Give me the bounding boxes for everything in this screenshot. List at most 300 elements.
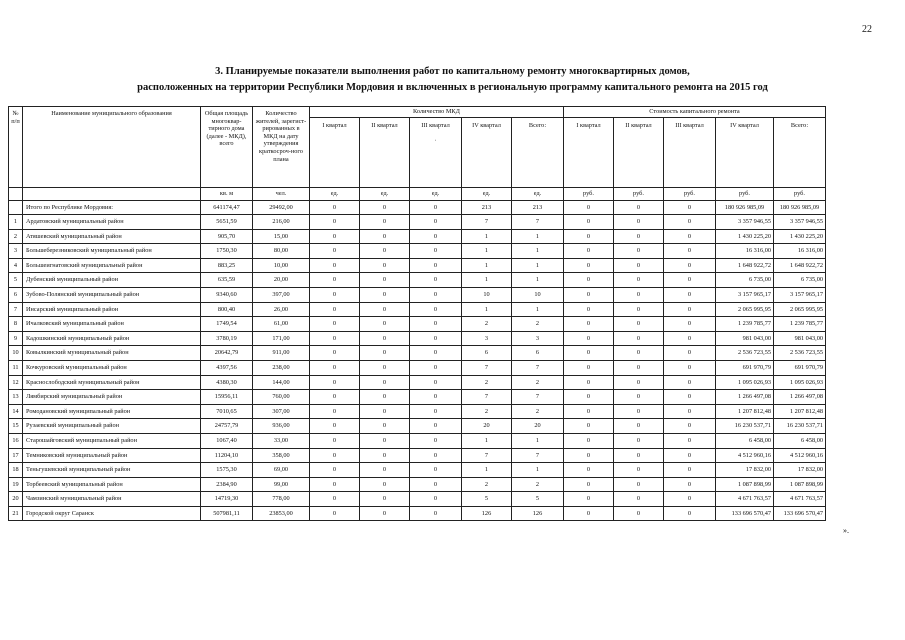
row-area: 11204,10 bbox=[201, 448, 253, 463]
row-cost-q3: 0 bbox=[664, 477, 716, 492]
row-mkd-q2: 0 bbox=[360, 302, 410, 317]
row-cost-total: 1 207 812,48 bbox=[774, 404, 826, 419]
header-cost-total: Всего: bbox=[774, 118, 826, 188]
row-name: Теньгушевский муниципальный район bbox=[23, 463, 201, 478]
row-cost-total: 133 696 570,47 bbox=[774, 506, 826, 521]
row-mkd-total: 1 bbox=[512, 302, 564, 317]
end-mark: ». bbox=[843, 526, 849, 535]
row-mkd-total: 1 bbox=[512, 244, 564, 259]
row-cost-q3: 0 bbox=[664, 390, 716, 405]
row-residents: 10,00 bbox=[253, 258, 310, 273]
row-mkd-q3: 0 bbox=[410, 244, 462, 259]
row-mkd-total: 7 bbox=[512, 390, 564, 405]
row-cost-q1: 0 bbox=[564, 215, 614, 230]
total-label: Итого по Республике Мордовия: bbox=[23, 201, 201, 215]
row-name: Кочкуровский муниципальный район bbox=[23, 360, 201, 375]
row-cost-total: 981 043,00 bbox=[774, 331, 826, 346]
row-num: 14 bbox=[9, 404, 23, 419]
total-cost-total: 180 926 985,09 bbox=[774, 201, 826, 215]
row-cost-q1: 0 bbox=[564, 448, 614, 463]
header-num: № п/п bbox=[9, 107, 23, 188]
row-cost-q3: 0 bbox=[664, 258, 716, 273]
row-mkd-q2: 0 bbox=[360, 273, 410, 288]
unit-residents: чел. bbox=[253, 188, 310, 201]
row-area: 3780,19 bbox=[201, 331, 253, 346]
row-mkd-q2: 0 bbox=[360, 448, 410, 463]
row-residents: 99,00 bbox=[253, 477, 310, 492]
row-name: Ромодановский муниципальный район bbox=[23, 404, 201, 419]
row-residents: 358,00 bbox=[253, 448, 310, 463]
row-cost-total: 1 266 497,08 bbox=[774, 390, 826, 405]
table-row bbox=[9, 448, 826, 463]
row-name: Чамзинский муниципальный район bbox=[23, 492, 201, 507]
row-residents: 307,00 bbox=[253, 404, 310, 419]
row-mkd-q2: 0 bbox=[360, 346, 410, 361]
row-cost-q3: 0 bbox=[664, 317, 716, 332]
row-cost-q1: 0 bbox=[564, 375, 614, 390]
row-mkd-q4: 2 bbox=[462, 317, 512, 332]
row-residents: 61,00 bbox=[253, 317, 310, 332]
row-mkd-q1: 0 bbox=[310, 215, 360, 230]
row-cost-q1: 0 bbox=[564, 477, 614, 492]
row-mkd-q1: 0 bbox=[310, 287, 360, 302]
header-cost-group: Стоимость капитального ремонта bbox=[564, 107, 826, 118]
total-cost-q4: 180 926 985,09 bbox=[716, 201, 774, 215]
row-num: 19 bbox=[9, 477, 23, 492]
total-mkd-q1: 0 bbox=[310, 201, 360, 215]
row-mkd-q3: 0 bbox=[410, 215, 462, 230]
row-cost-q4: 16 230 537,71 bbox=[716, 419, 774, 434]
row-cost-q1: 0 bbox=[564, 346, 614, 361]
row-mkd-q4: 10 bbox=[462, 287, 512, 302]
row-cost-q3: 0 bbox=[664, 302, 716, 317]
title-line-1: 3. Планируемые показатели выполнения работ по капитальному ремонту многоквартирных домов, bbox=[215, 66, 690, 77]
table-row bbox=[9, 229, 826, 244]
row-name: Ковылкинский муниципальный район bbox=[23, 346, 201, 361]
page-number: 22 bbox=[862, 24, 872, 35]
header-area: Общая площадь многоквар-тирного дома (далее - МКД), всего bbox=[201, 107, 253, 188]
row-mkd-total: 1 bbox=[512, 258, 564, 273]
row-mkd-q3: 0 bbox=[410, 317, 462, 332]
row-mkd-q3: 0 bbox=[410, 419, 462, 434]
row-num: 17 bbox=[9, 448, 23, 463]
row-mkd-total: 20 bbox=[512, 419, 564, 434]
row-cost-q1: 0 bbox=[564, 506, 614, 521]
row-cost-q2: 0 bbox=[614, 287, 664, 302]
row-cost-q2: 0 bbox=[614, 448, 664, 463]
row-mkd-q2: 0 bbox=[360, 317, 410, 332]
row-cost-q3: 0 bbox=[664, 404, 716, 419]
unit-area: кв. м bbox=[201, 188, 253, 201]
row-cost-q4: 1 430 225,20 bbox=[716, 229, 774, 244]
row-cost-total: 6 458,00 bbox=[774, 433, 826, 448]
row-mkd-q2: 0 bbox=[360, 229, 410, 244]
unit-cell-name bbox=[23, 188, 201, 201]
row-cost-q3: 0 bbox=[664, 360, 716, 375]
row-mkd-q1: 0 bbox=[310, 317, 360, 332]
row-cost-q2: 0 bbox=[614, 506, 664, 521]
table-row bbox=[9, 258, 826, 273]
row-mkd-q1: 0 bbox=[310, 331, 360, 346]
row-cost-q1: 0 bbox=[564, 492, 614, 507]
row-mkd-q2: 0 bbox=[360, 433, 410, 448]
row-name: Ичалковский муниципальный район bbox=[23, 317, 201, 332]
row-cost-total: 1 095 026,93 bbox=[774, 375, 826, 390]
row-cost-q3: 0 bbox=[664, 433, 716, 448]
row-residents: 33,00 bbox=[253, 433, 310, 448]
row-cost-total: 16 230 537,71 bbox=[774, 419, 826, 434]
row-area: 4397,56 bbox=[201, 360, 253, 375]
total-residents: 29492,00 bbox=[253, 201, 310, 215]
row-cost-q4: 6 458,00 bbox=[716, 433, 774, 448]
row-cost-q1: 0 bbox=[564, 360, 614, 375]
header-cost-q2: II квартал bbox=[614, 118, 664, 188]
row-name: Рузаевский муниципальный район bbox=[23, 419, 201, 434]
row-cost-q2: 0 bbox=[614, 229, 664, 244]
row-mkd-total: 2 bbox=[512, 317, 564, 332]
table-row bbox=[9, 404, 826, 419]
row-mkd-total: 6 bbox=[512, 346, 564, 361]
row-cost-q3: 0 bbox=[664, 331, 716, 346]
row-cost-q3: 0 bbox=[664, 346, 716, 361]
total-mkd-q4: 213 bbox=[462, 201, 512, 215]
row-cost-q1: 0 bbox=[564, 433, 614, 448]
row-cost-q4: 1 087 898,99 bbox=[716, 477, 774, 492]
total-area: 641174,47 bbox=[201, 201, 253, 215]
row-area: 905,70 bbox=[201, 229, 253, 244]
row-cost-total: 2 536 723,55 bbox=[774, 346, 826, 361]
row-num: 9 bbox=[9, 331, 23, 346]
row-area: 1575,30 bbox=[201, 463, 253, 478]
row-mkd-q2: 0 bbox=[360, 331, 410, 346]
row-mkd-q2: 0 bbox=[360, 463, 410, 478]
row-mkd-q3: 0 bbox=[410, 273, 462, 288]
row-cost-q2: 0 bbox=[614, 302, 664, 317]
unit-cost: руб. bbox=[614, 188, 664, 201]
row-area: 1750,30 bbox=[201, 244, 253, 259]
row-mkd-q4: 1 bbox=[462, 244, 512, 259]
row-mkd-q2: 0 bbox=[360, 492, 410, 507]
row-mkd-q3: 0 bbox=[410, 433, 462, 448]
row-cost-q1: 0 bbox=[564, 287, 614, 302]
table-row bbox=[9, 331, 826, 346]
header-residents: Количество жителей, зарегист-рированных в МКД на дату утверждения краткосроч-ного плана bbox=[253, 107, 310, 188]
row-cost-q4: 4 671 763,57 bbox=[716, 492, 774, 507]
row-residents: 26,00 bbox=[253, 302, 310, 317]
row-mkd-total: 126 bbox=[512, 506, 564, 521]
row-name: Ардатовский муниципальный район bbox=[23, 215, 201, 230]
header-mkd-q3: III квартал · bbox=[410, 118, 462, 188]
row-residents: 144,00 bbox=[253, 375, 310, 390]
unit-mkd: ед. bbox=[360, 188, 410, 201]
row-mkd-q3: 0 bbox=[410, 448, 462, 463]
row-cost-total: 1 648 922,72 bbox=[774, 258, 826, 273]
row-name: Дубенский муниципальный район bbox=[23, 273, 201, 288]
row-cost-q3: 0 bbox=[664, 229, 716, 244]
row-mkd-total: 7 bbox=[512, 360, 564, 375]
row-num: 8 bbox=[9, 317, 23, 332]
row-residents: 911,00 bbox=[253, 346, 310, 361]
row-cost-q2: 0 bbox=[614, 215, 664, 230]
row-cost-q2: 0 bbox=[614, 331, 664, 346]
row-name: Городской округ Саранск bbox=[23, 506, 201, 521]
total-row bbox=[9, 201, 826, 215]
header-cost-q3: III квартал bbox=[664, 118, 716, 188]
row-cost-q2: 0 bbox=[614, 404, 664, 419]
table-row bbox=[9, 287, 826, 302]
total-mkd-q2: 0 bbox=[360, 201, 410, 215]
row-cost-q2: 0 bbox=[614, 346, 664, 361]
table-row bbox=[9, 433, 826, 448]
total-cost-q2: 0 bbox=[614, 201, 664, 215]
row-name: Атяшевский муниципальный район bbox=[23, 229, 201, 244]
row-mkd-q3: 0 bbox=[410, 287, 462, 302]
row-num: 18 bbox=[9, 463, 23, 478]
row-name: Инсарский муниципальный район bbox=[23, 302, 201, 317]
row-area: 883,25 bbox=[201, 258, 253, 273]
row-cost-total: 1 087 898,99 bbox=[774, 477, 826, 492]
header-cost-q1: I квартал bbox=[564, 118, 614, 188]
table-row bbox=[9, 346, 826, 361]
row-name: Зубово-Полянский муниципальный район bbox=[23, 287, 201, 302]
row-mkd-q1: 0 bbox=[310, 492, 360, 507]
row-cost-total: 4 671 763,57 bbox=[774, 492, 826, 507]
table-row bbox=[9, 463, 826, 478]
title-line-2: расположенных на территории Республики Мордовия и включенных в региональную программу капитального ремонта на 2015 год bbox=[137, 82, 768, 93]
row-num: 4 bbox=[9, 258, 23, 273]
row-mkd-total: 1 bbox=[512, 433, 564, 448]
row-cost-q1: 0 bbox=[564, 273, 614, 288]
row-mkd-total: 2 bbox=[512, 477, 564, 492]
row-mkd-total: 2 bbox=[512, 404, 564, 419]
table-row bbox=[9, 506, 826, 521]
unit-cost: руб. bbox=[716, 188, 774, 201]
row-mkd-q4: 1 bbox=[462, 302, 512, 317]
row-mkd-q2: 0 bbox=[360, 404, 410, 419]
row-cost-q1: 0 bbox=[564, 317, 614, 332]
row-mkd-q3: 0 bbox=[410, 463, 462, 478]
row-cost-q3: 0 bbox=[664, 287, 716, 302]
row-residents: 20,00 bbox=[253, 273, 310, 288]
row-mkd-q4: 1 bbox=[462, 433, 512, 448]
row-mkd-q1: 0 bbox=[310, 463, 360, 478]
row-name: Торбеевский муниципальный район bbox=[23, 477, 201, 492]
row-mkd-total: 1 bbox=[512, 463, 564, 478]
row-cost-q2: 0 bbox=[614, 492, 664, 507]
header-mkd-q2: II квартал bbox=[360, 118, 410, 188]
row-area: 1749,54 bbox=[201, 317, 253, 332]
row-mkd-q4: 20 bbox=[462, 419, 512, 434]
row-mkd-q2: 0 bbox=[360, 287, 410, 302]
row-cost-q4: 3 157 965,17 bbox=[716, 287, 774, 302]
row-cost-total: 17 832,00 bbox=[774, 463, 826, 478]
table-row bbox=[9, 244, 826, 259]
row-mkd-q3: 0 bbox=[410, 302, 462, 317]
row-mkd-total: 5 bbox=[512, 492, 564, 507]
row-cost-q3: 0 bbox=[664, 419, 716, 434]
repair-plan-table bbox=[8, 106, 826, 521]
row-cost-q1: 0 bbox=[564, 229, 614, 244]
row-mkd-q4: 1 bbox=[462, 229, 512, 244]
row-num: 13 bbox=[9, 390, 23, 405]
row-mkd-total: 7 bbox=[512, 215, 564, 230]
unit-mkd: ед. bbox=[512, 188, 564, 201]
row-num: 3 bbox=[9, 244, 23, 259]
row-cost-q4: 691 970,79 bbox=[716, 360, 774, 375]
row-mkd-q3: 0 bbox=[410, 390, 462, 405]
row-mkd-q4: 7 bbox=[462, 390, 512, 405]
row-mkd-q2: 0 bbox=[360, 215, 410, 230]
row-mkd-q4: 7 bbox=[462, 215, 512, 230]
row-residents: 23853,00 bbox=[253, 506, 310, 521]
row-cost-q3: 0 bbox=[664, 375, 716, 390]
table-row bbox=[9, 215, 826, 230]
row-cost-q4: 2 536 723,55 bbox=[716, 346, 774, 361]
table-row bbox=[9, 302, 826, 317]
row-name: Лямбирский муниципальный район bbox=[23, 390, 201, 405]
row-name: Кадошкинский муниципальный район bbox=[23, 331, 201, 346]
row-area: 635,59 bbox=[201, 273, 253, 288]
row-mkd-q4: 2 bbox=[462, 477, 512, 492]
row-cost-q2: 0 bbox=[614, 258, 664, 273]
row-cost-q4: 1 095 026,93 bbox=[716, 375, 774, 390]
unit-mkd: ед. bbox=[410, 188, 462, 201]
header-mkd-q1: I квартал bbox=[310, 118, 360, 188]
row-mkd-q2: 0 bbox=[360, 390, 410, 405]
row-mkd-q1: 0 bbox=[310, 433, 360, 448]
row-cost-q1: 0 bbox=[564, 258, 614, 273]
row-mkd-q4: 1 bbox=[462, 273, 512, 288]
row-mkd-q2: 0 bbox=[360, 506, 410, 521]
row-mkd-total: 2 bbox=[512, 375, 564, 390]
row-cost-total: 3 157 965,17 bbox=[774, 287, 826, 302]
unit-cost: руб. bbox=[774, 188, 826, 201]
row-area: 14719,30 bbox=[201, 492, 253, 507]
row-cost-q1: 0 bbox=[564, 331, 614, 346]
row-area: 7010,65 bbox=[201, 404, 253, 419]
row-cost-q3: 0 bbox=[664, 273, 716, 288]
row-num: 6 bbox=[9, 287, 23, 302]
row-cost-total: 691 970,79 bbox=[774, 360, 826, 375]
row-num: 11 bbox=[9, 360, 23, 375]
row-mkd-q4: 2 bbox=[462, 404, 512, 419]
row-cost-total: 6 735,00 bbox=[774, 273, 826, 288]
row-mkd-q4: 2 bbox=[462, 375, 512, 390]
row-mkd-q3: 0 bbox=[410, 492, 462, 507]
row-name: Старошайговский муниципальный район bbox=[23, 433, 201, 448]
row-cost-total: 3 357 946,55 bbox=[774, 215, 826, 230]
row-residents: 69,00 bbox=[253, 463, 310, 478]
row-cost-q4: 981 043,00 bbox=[716, 331, 774, 346]
row-cost-q1: 0 bbox=[564, 390, 614, 405]
row-mkd-q4: 3 bbox=[462, 331, 512, 346]
row-cost-q2: 0 bbox=[614, 244, 664, 259]
row-name: Краснослободский муниципальный район bbox=[23, 375, 201, 390]
table-row bbox=[9, 317, 826, 332]
row-cost-q1: 0 bbox=[564, 302, 614, 317]
row-area: 5651,59 bbox=[201, 215, 253, 230]
unit-mkd: ед. bbox=[310, 188, 360, 201]
row-cost-q3: 0 bbox=[664, 463, 716, 478]
row-cost-q4: 17 832,00 bbox=[716, 463, 774, 478]
row-num: 21 bbox=[9, 506, 23, 521]
row-cost-q3: 0 bbox=[664, 215, 716, 230]
row-mkd-q3: 0 bbox=[410, 331, 462, 346]
row-mkd-q2: 0 bbox=[360, 375, 410, 390]
row-mkd-q1: 0 bbox=[310, 477, 360, 492]
row-mkd-q1: 0 bbox=[310, 302, 360, 317]
row-mkd-q3: 0 bbox=[410, 360, 462, 375]
row-mkd-q4: 1 bbox=[462, 463, 512, 478]
total-mkd-total: 213 bbox=[512, 201, 564, 215]
unit-mkd: ед. bbox=[462, 188, 512, 201]
row-mkd-q2: 0 bbox=[360, 244, 410, 259]
row-mkd-q1: 0 bbox=[310, 258, 360, 273]
table-row bbox=[9, 419, 826, 434]
row-cost-q1: 0 bbox=[564, 419, 614, 434]
row-cost-q4: 6 735,00 bbox=[716, 273, 774, 288]
row-area: 2384,90 bbox=[201, 477, 253, 492]
row-mkd-q2: 0 bbox=[360, 360, 410, 375]
row-cost-total: 1 430 225,20 bbox=[774, 229, 826, 244]
row-mkd-total: 7 bbox=[512, 448, 564, 463]
row-num: 15 bbox=[9, 419, 23, 434]
row-mkd-q1: 0 bbox=[310, 448, 360, 463]
total-mkd-q3: 0 bbox=[410, 201, 462, 215]
row-num: 16 bbox=[9, 433, 23, 448]
row-cost-q4: 1 266 497,08 bbox=[716, 390, 774, 405]
header-cost-q4: IV квартал bbox=[716, 118, 774, 188]
header-name: Наименование муниципального образования bbox=[23, 107, 201, 188]
table-row bbox=[9, 360, 826, 375]
row-name: Большеберезниковский муниципальный район bbox=[23, 244, 201, 259]
row-cost-q2: 0 bbox=[614, 477, 664, 492]
row-mkd-q1: 0 bbox=[310, 419, 360, 434]
row-area: 800,40 bbox=[201, 302, 253, 317]
row-cost-q3: 0 bbox=[664, 448, 716, 463]
row-area: 20642,79 bbox=[201, 346, 253, 361]
header-row-1 bbox=[9, 107, 826, 118]
row-num: 1 bbox=[9, 215, 23, 230]
row-cost-total: 16 316,00 bbox=[774, 244, 826, 259]
row-mkd-q1: 0 bbox=[310, 346, 360, 361]
row-cost-q3: 0 bbox=[664, 244, 716, 259]
row-mkd-total: 1 bbox=[512, 229, 564, 244]
unit-cost: руб. bbox=[664, 188, 716, 201]
table-row bbox=[9, 492, 826, 507]
row-area: 4380,30 bbox=[201, 375, 253, 390]
row-cost-q1: 0 bbox=[564, 404, 614, 419]
row-residents: 216,00 bbox=[253, 215, 310, 230]
row-cost-q4: 16 316,00 bbox=[716, 244, 774, 259]
stray-mark: · bbox=[434, 137, 437, 145]
row-mkd-q1: 0 bbox=[310, 506, 360, 521]
row-mkd-q1: 0 bbox=[310, 229, 360, 244]
row-name: Большеигнатовский муниципальный район bbox=[23, 258, 201, 273]
row-mkd-q2: 0 bbox=[360, 477, 410, 492]
row-cost-q4: 1 239 785,77 bbox=[716, 317, 774, 332]
row-num: 7 bbox=[9, 302, 23, 317]
table-row bbox=[9, 390, 826, 405]
row-area: 24757,79 bbox=[201, 419, 253, 434]
row-mkd-q3: 0 bbox=[410, 258, 462, 273]
row-mkd-q1: 0 bbox=[310, 375, 360, 390]
total-cost-q1: 0 bbox=[564, 201, 614, 215]
row-residents: 778,00 bbox=[253, 492, 310, 507]
row-residents: 936,00 bbox=[253, 419, 310, 434]
row-area: 9340,60 bbox=[201, 287, 253, 302]
row-residents: 238,00 bbox=[253, 360, 310, 375]
